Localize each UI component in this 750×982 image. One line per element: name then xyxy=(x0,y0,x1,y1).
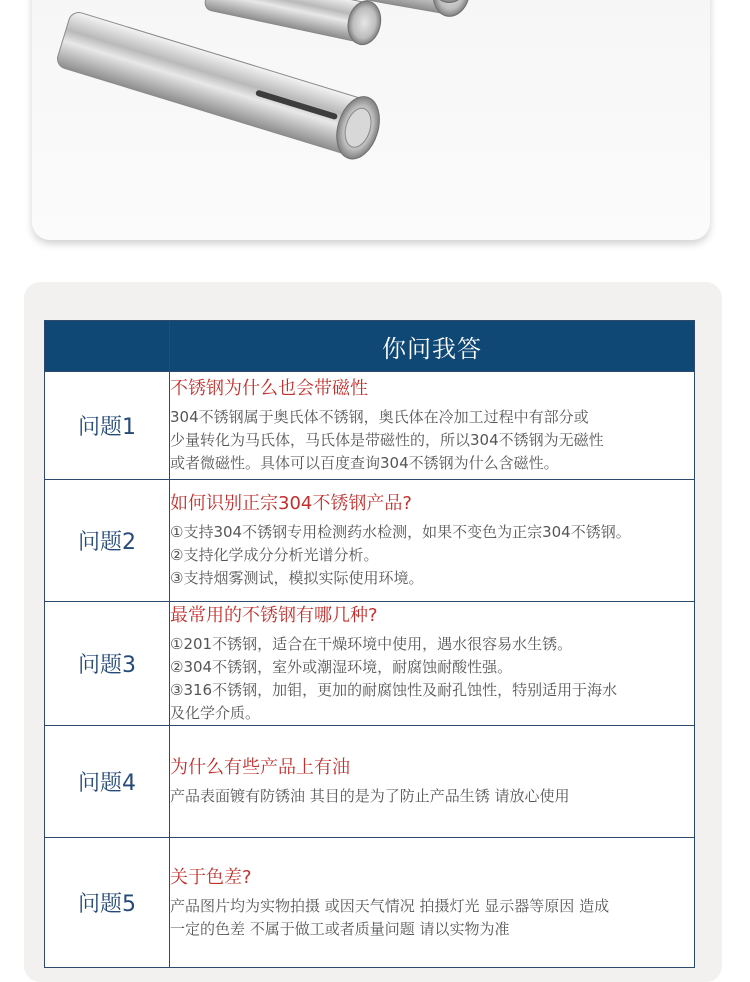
qa-table xyxy=(44,320,695,968)
answer-cell xyxy=(170,480,695,602)
question-label: 问题4 xyxy=(45,726,170,838)
qa-section xyxy=(24,282,722,982)
question-label: 问题3 xyxy=(45,602,170,726)
answer-cell xyxy=(170,372,695,480)
product-photo xyxy=(32,0,710,240)
answer-line: 少量转化为马氏体，马氏体是带磁性的，所以304不锈钢为无磁性 xyxy=(170,431,604,449)
answer-cell xyxy=(170,602,695,726)
qa-row-1 xyxy=(45,372,695,480)
question-label: 问题1 xyxy=(45,372,170,480)
qa-row-3 xyxy=(45,602,695,726)
qa-row-2 xyxy=(45,480,695,602)
answer-line: ②304不锈钢，室外或潮湿环境，耐腐蚀耐酸性强。 xyxy=(170,657,513,676)
anchor-bolts-image xyxy=(32,0,710,240)
question-label: 问题5 xyxy=(45,838,170,968)
answer-cell xyxy=(170,726,695,838)
qa-row-5 xyxy=(45,838,695,968)
qa-header-title: 你问我答 xyxy=(170,321,695,372)
question-title: 不锈钢为什么也会带磁性 xyxy=(170,378,368,399)
question-title: 关于色差? xyxy=(170,866,252,888)
qa-row-4 xyxy=(45,726,695,838)
question-title: 如何识别正宗304不锈钢产品? xyxy=(170,493,412,514)
answer-line: ③316不锈钢，加钼，更加的耐腐蚀性及耐孔蚀性，特别适用于海水 xyxy=(170,680,618,699)
answer-line: ③支持烟雾测试，模拟实际使用环境。 xyxy=(170,569,424,587)
answer-line: 及化学介质。 xyxy=(170,703,261,722)
answer-line: ②支持化学成分分析光谱分析。 xyxy=(170,546,379,564)
answer-cell xyxy=(170,838,695,968)
question-title: 为什么有些产品上有油 xyxy=(170,757,350,778)
question-title: 最常用的不锈钢有哪几种? xyxy=(170,604,378,626)
answer-line: ①支持304不锈钢专用检测药水检测，如果不变色为正宗304不锈钢。 xyxy=(170,523,631,541)
header-blank-cell xyxy=(45,321,170,372)
answer-line: 304不锈钢属于奥氏体不锈钢，奥氏体在冷加工过程中有部分或 xyxy=(170,408,589,426)
answer-line: 产品图片均为实物拍摄 或因天气情况 拍摄灯光 显示器等原因 造成 xyxy=(170,896,610,915)
question-label: 问题2 xyxy=(45,480,170,602)
answer-line: 一定的色差 不属于做工或者质量问题 请以实物为准 xyxy=(170,919,510,938)
answer-line: ①201不锈钢，适合在干燥环境中使用，遇水很容易水生锈。 xyxy=(170,634,573,653)
answer-line: 或者微磁性。具体可以百度查询304不锈钢为什么含磁性。 xyxy=(170,454,559,472)
answer-line: 产品表面镀有防锈油 其目的是为了防止产品生锈 请放心使用 xyxy=(170,787,570,805)
qa-header-row xyxy=(45,321,695,372)
